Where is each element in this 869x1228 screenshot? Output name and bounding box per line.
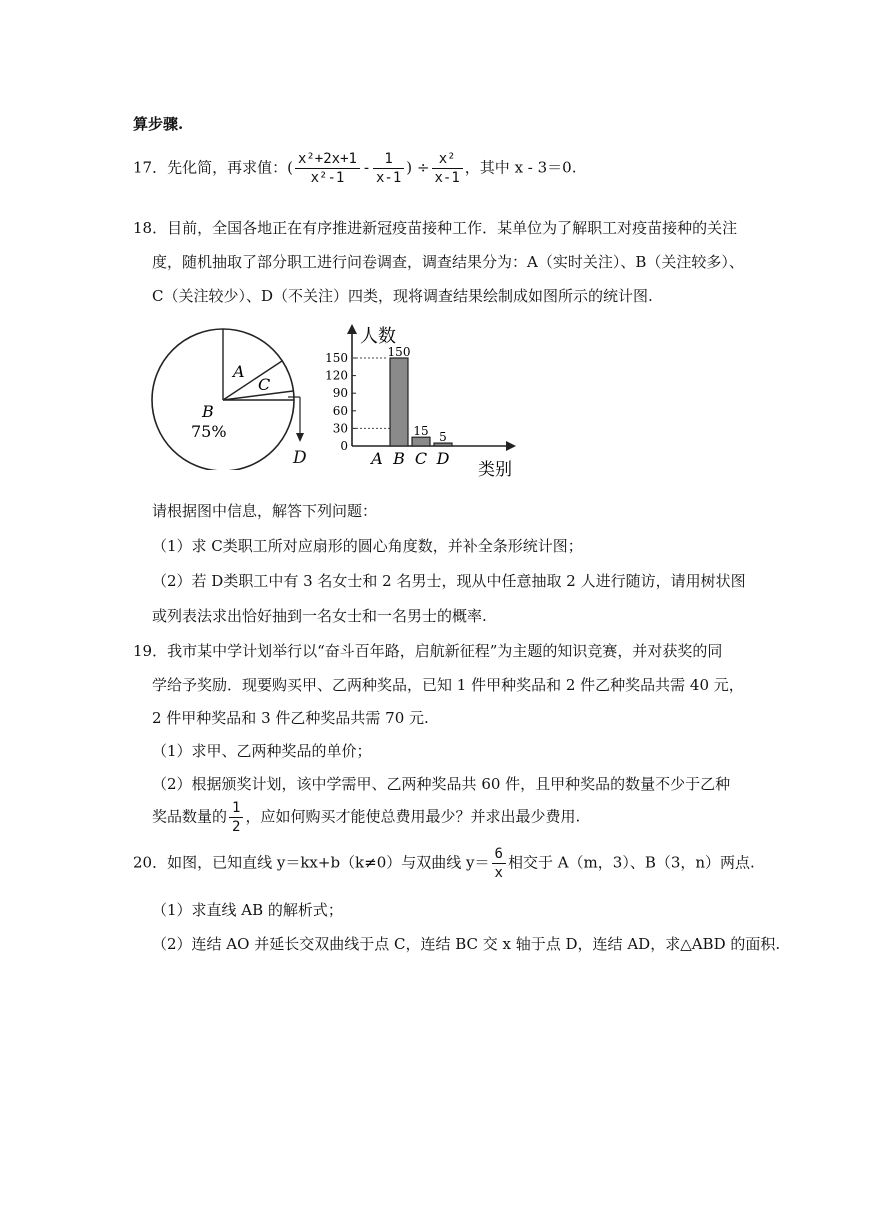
- question-17: [133, 150, 576, 187]
- q17-frac3-num: x²: [432, 150, 463, 169]
- pie-label-b: B: [202, 402, 214, 421]
- q17-tail: ，其中 x - 3＝0.: [464, 158, 577, 177]
- data-label-B: 150: [387, 345, 411, 359]
- q19-line2: 学给予奖励．现要购买甲、乙两种奖品，已知 1 件甲种奖品和 2 件乙种奖品共需 40 元，: [152, 676, 744, 694]
- q19-half-den: 2: [232, 819, 241, 835]
- y-tick-label-30: 30: [332, 421, 348, 436]
- q17-number: 17．: [133, 158, 168, 177]
- q20-pre: 如图，已知直线 y＝kx+b（k≠0）与双曲线 y＝: [167, 853, 490, 872]
- q20-number: 20．: [133, 853, 168, 872]
- pie-chart: [145, 325, 315, 470]
- q19-line1-text: 我市某中学计划举行以“奋斗百年路，启航新征程”为主题的知识竞赛，并对获奖的同: [167, 642, 723, 660]
- pie-label-b-pct: 75%: [191, 422, 227, 441]
- x-tick-label-C: C: [414, 449, 428, 468]
- q17-frac3: [432, 150, 463, 187]
- y-tick-label-90: 90: [332, 386, 348, 401]
- q20-frac-den: x: [494, 865, 503, 881]
- q17-frac1-den: x²-1: [310, 170, 345, 186]
- q19-half-num: 1: [229, 799, 243, 818]
- q20-frac: [492, 845, 506, 882]
- x-tick-label-D: D: [436, 449, 450, 468]
- q17-frac2: [373, 150, 404, 187]
- bar-x-title: 类别: [478, 460, 512, 480]
- q17-lead: 先化简，再求值：(: [167, 158, 293, 177]
- q17-frac1-num: x²+2x+1: [295, 150, 360, 169]
- q19-half-frac: [229, 799, 243, 836]
- y-tick-label-60: 60: [332, 403, 348, 418]
- bar-C: [412, 437, 430, 446]
- q18-sub1: （1）求 C类职工所对应扇形的圆心角度数，并补全条形统计图；: [152, 537, 583, 555]
- q20-sub1: （1）求直线 AB 的解析式；: [152, 901, 343, 919]
- q20-post: 相交于 A（m，3）、B（3，n）两点.: [507, 853, 755, 872]
- q17-frac3-den: x-1: [434, 170, 460, 186]
- q17-frac1: [295, 150, 360, 187]
- q18-line1: [133, 217, 737, 238]
- q18-line1-text: 目前，全国各地正在有序推进新冠疫苗接种工作．某单位为了解职工对疫苗接种的关注: [167, 219, 738, 237]
- y-tick-label-0: 0: [340, 439, 348, 453]
- q18-intro: 请根据图中信息，解答下列问题：: [152, 502, 378, 520]
- y-tick-label-150: 150: [325, 351, 348, 365]
- q19-sub2a: （2）根据颁奖计划，该中学需甲、乙两种奖品共 60 件，且甲种奖品的数量不少于乙种: [152, 775, 731, 793]
- bar-y-title: 人数: [360, 326, 396, 347]
- pie-d-arrow: [296, 433, 304, 442]
- data-label-D: 5: [439, 430, 447, 445]
- q18-line3: C（关注较少）、D（不关注）四类，现将调查结果绘制成如图所示的统计图.: [152, 287, 653, 305]
- x-tick-label-B: B: [393, 449, 405, 468]
- bar-B: [390, 358, 408, 446]
- q17-close-div: ) ÷: [406, 158, 430, 177]
- q20-frac-num: 6: [492, 845, 506, 864]
- pie-label-d: D: [293, 448, 307, 468]
- q18-sub2a: （2）若 D类职工中有 3 名女士和 2 名男士，现从中任意抽取 2 人进行随访，请用树状图: [152, 572, 746, 590]
- q18-number: 18．: [133, 219, 168, 237]
- q20-sub2: （2）连结 AO 并延长交双曲线于点 C，连结 BC 交 x 轴于点 D，连结 AD，求△ABD 的面积.: [152, 935, 781, 953]
- q17-frac2-num: 1: [373, 150, 404, 169]
- q19-sub2b-pre: 奖品数量的: [152, 807, 228, 826]
- q17-frac2-den: x-1: [376, 170, 402, 186]
- pie-label-c: C: [258, 375, 271, 394]
- q17-minus: -: [361, 158, 371, 177]
- data-label-C: 15: [413, 424, 429, 439]
- q19-sub1: （1）求甲、乙两种奖品的单价；: [152, 742, 372, 760]
- x-tick-label-A: A: [371, 449, 383, 468]
- y-tick-label-120: 120: [325, 368, 348, 383]
- q19-line1: [133, 640, 722, 661]
- q18-sub2b: 或列表法求出恰好抽到一名女士和一名男士的概率.: [152, 607, 487, 625]
- q19-line3: 2 件甲种奖品和 3 件乙种奖品共需 70 元.: [152, 709, 429, 727]
- bar-x-arrow: [506, 441, 516, 451]
- bar-chart: [320, 322, 540, 480]
- steps-heading: 算步骤.: [133, 115, 184, 133]
- q20-line1: [133, 845, 755, 882]
- q19-sub2b: [152, 799, 580, 836]
- q19-number: 19．: [133, 642, 168, 660]
- bar-y-arrow: [347, 324, 357, 334]
- q18-line2: 度，随机抽取了部分职工进行问卷调查，调查结果分为：A（实时关注）、B（关注较多）、: [152, 253, 744, 271]
- q19-sub2b-post: ，应如何购买才能使总费用最少？并求出最少费用.: [245, 807, 581, 826]
- pie-label-a: A: [233, 362, 245, 381]
